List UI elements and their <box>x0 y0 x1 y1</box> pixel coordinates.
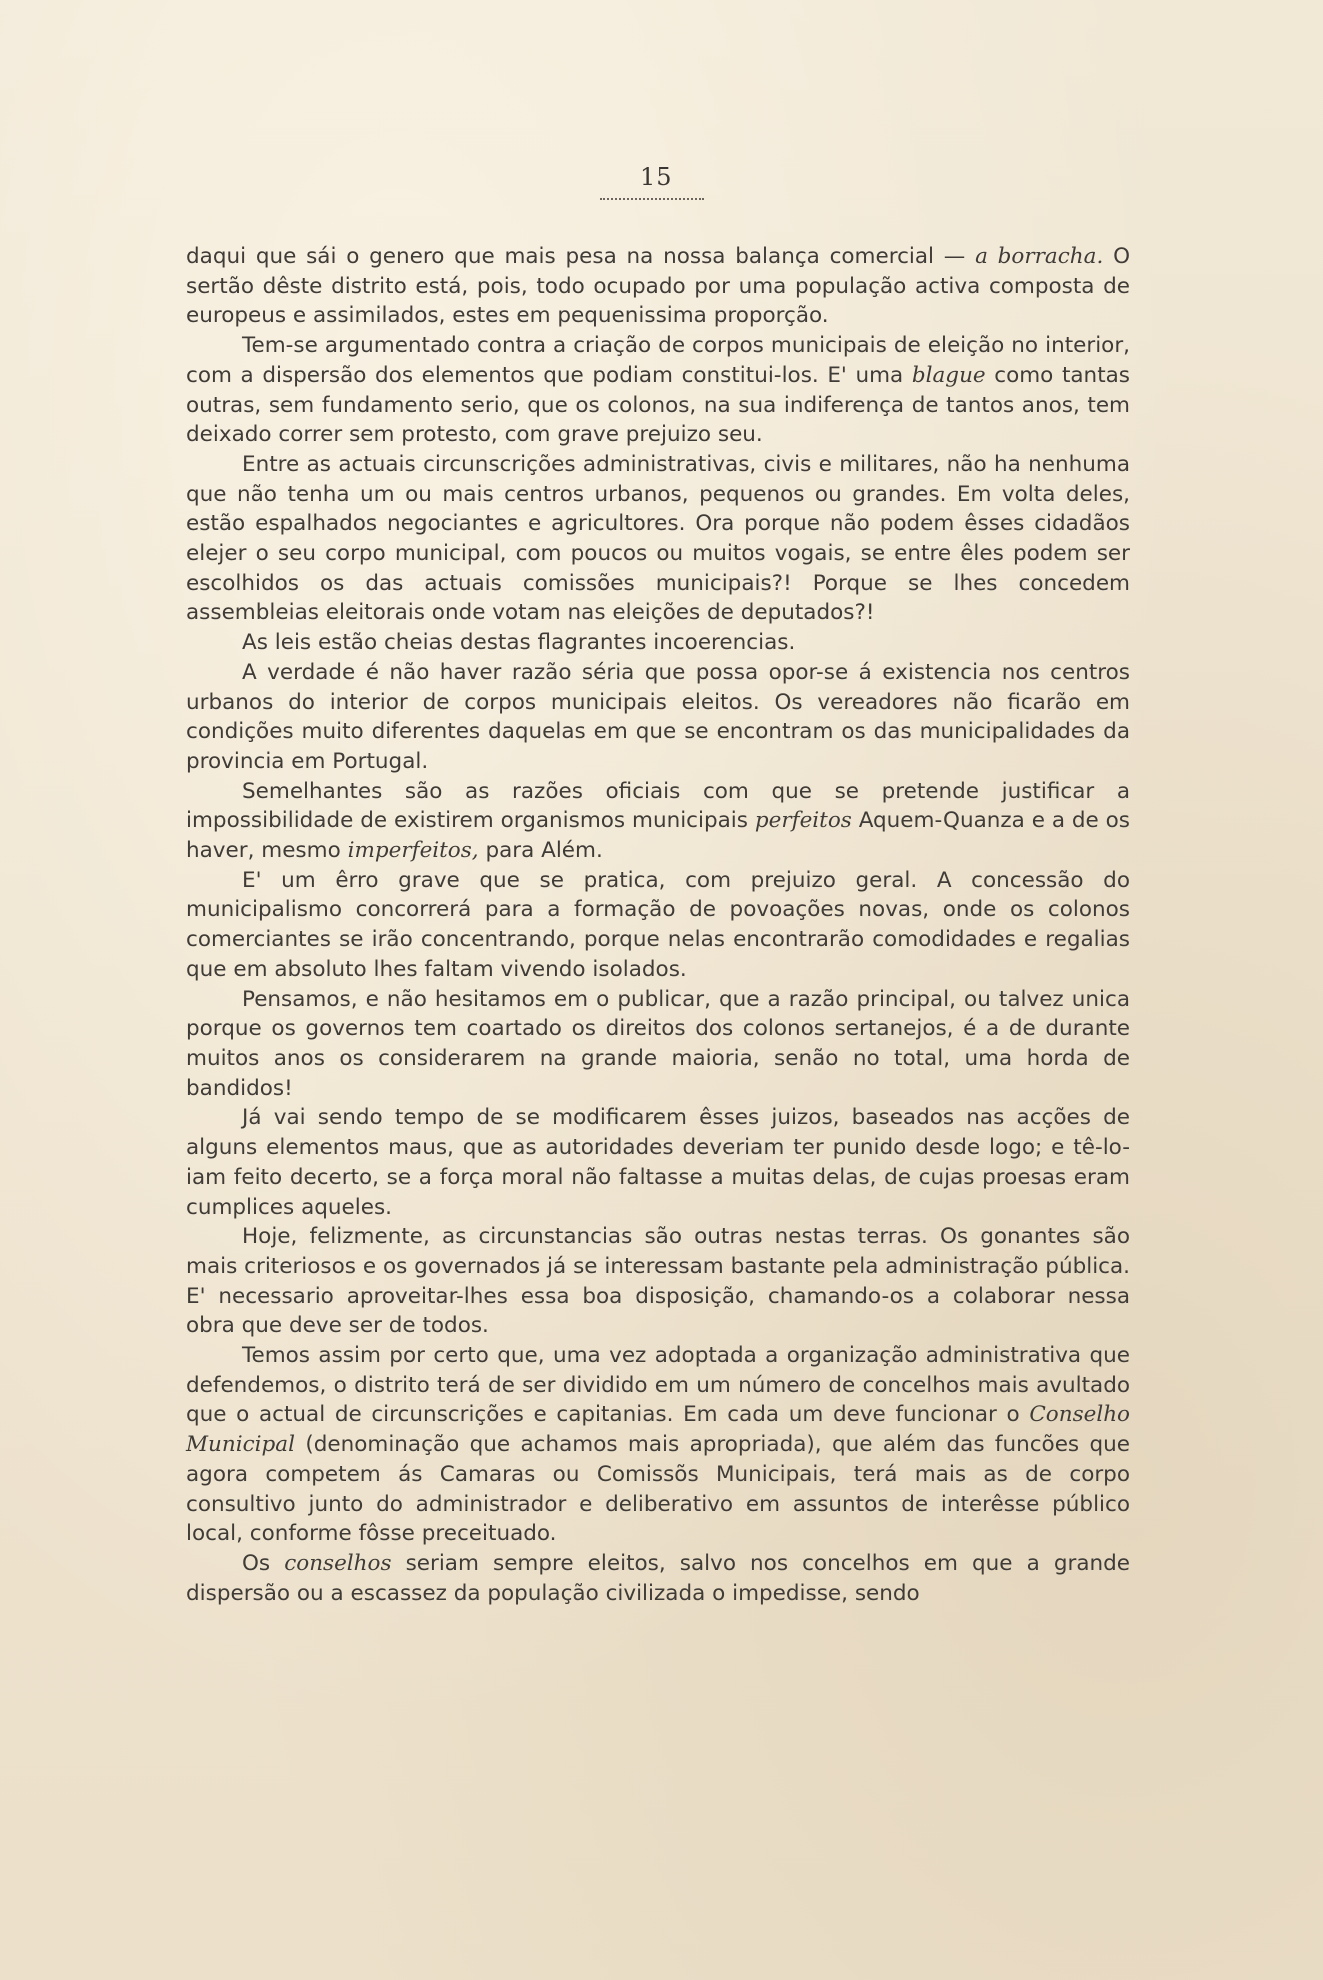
paragraph: Já vai sendo tempo de se modificarem êsses juizos, baseados nas acções de alguns elementos maus, que as autoridades deveriam ter punido desde logo; e tê-lo-iam feito decerto, se a força moral não faltasse a muitas delas, de cujas proesas eram cumplices aqueles. <box>186 1105 1130 1220</box>
paragraph: E' um êrro grave que se pratica, com prejuizo geral. A concessão do municipalismo concorrerá para a formação de povoações novas, onde os colonos comerciantes se irão concentrando, porque nelas encontrarão comodidades e regalias que em absoluto lhes faltam vivendo isolados. <box>186 867 1130 982</box>
page-number: 15 <box>640 163 673 191</box>
text-segment: daqui que sái o genero que mais pesa na nossa balança comercial — <box>186 244 976 269</box>
text-segment: Aquem-Quanza e a de os haver, mesmo <box>186 808 1130 864</box>
paragraph <box>186 242 1130 331</box>
paragraph: Hoje, felizmente, as circunstancias são outras nestas terras. Os gonantes são mais criteriosos e os governados já se interessam bastante pela administração pública. E' necessario aproveitar-lhes essa boa disposição, chamando-os a colaborar nessa obra que deve ser de todos. <box>186 1224 1130 1339</box>
italic-term: perfeitos <box>754 808 852 834</box>
paragraph: A verdade é não haver razão séria que possa opor-se á existencia nos centros urbanos do interior de corpos municipais eleitos. Os vereadores não ficarão em condições muito diferentes daquelas em que se encontram os das municipalidades da provincia em Portugal. <box>186 659 1130 774</box>
paragraph <box>186 1341 1130 1549</box>
page-number-rule <box>600 198 704 200</box>
text-segment: O sertão dêste distrito está, pois, todo ocupado por uma população activa composta de europeus e assimilados, estes em pequenissima proporção. <box>186 244 1130 329</box>
text-segment: Tem-se argumentado contra a criação de corpos municipais de eleição no interior, com a dispersão dos elementos que podiam constitui-los. E' uma <box>186 333 1130 388</box>
paragraph <box>186 331 1130 450</box>
body-text <box>186 242 1130 1608</box>
text-segment: (denominação que achamos mais apropriada), que além das funcões que agora competem ás Camaras ou Comissõs Municipais, terá mais as de corpo consultivo junto do administrador e deliberativo em assuntos de interêsse público local, conforme fôsse preceituado. <box>186 1432 1130 1547</box>
text-segment: Semelhantes são as razões oficiais com que se pretende justificar a impossibilidade de existirem organismos municipais <box>186 778 1130 834</box>
paragraph: As leis estão cheias destas flagrantes incoerencias. <box>242 630 796 656</box>
text-segment: Os <box>242 1550 285 1576</box>
italic-term: a borracha. <box>975 244 1104 269</box>
text-segment: para Além. <box>478 838 603 864</box>
text-segment: seriam sempre eleitos, salvo nos concelhos em que a grande dispersão ou a escassez da população civilizada o impedisse, sendo <box>186 1550 1130 1606</box>
italic-term: imperfeitos, <box>347 838 479 864</box>
paragraph <box>186 777 1130 866</box>
text-segment: Temos assim por certo que, uma vez adoptada a organização administrativa que defendemos, o distrito terá de ser dividido em um número de concelhos mais avultado que o actual de circunscrições e capitanias. Em cada um deve funcionar o <box>186 1343 1130 1428</box>
italic-term: blague <box>911 362 986 388</box>
paragraph <box>186 1549 1130 1608</box>
paragraph: Entre as actuais circunscrições administrativas, civis e militares, não ha nenhuma que não tenha um ou mais centros urbanos, pequenos ou grandes. Em volta deles, estão espalhados negociantes e agricultores. Ora porque não podem êsses cidadãos elejer o seu corpo municipal, com poucos ou muitos vogais, se entre êles podem ser escolhidos os das actuais comissões municipais?! Porque se lhes concedem assembleias eleitorais onde votam nas eleições de deputados?! <box>186 451 1130 626</box>
italic-term: conselhos <box>284 1550 392 1576</box>
paragraph: Pensamos, e não hesitamos em o publicar, que a razão principal, ou talvez unica porque os governos tem coartado os direitos dos colonos sertanejos, é a de durante muitos anos os considerarem na grande maioria, senão no total, uma horda de bandidos! <box>186 986 1130 1101</box>
italic-term: Conselho Municipal <box>186 1402 1130 1458</box>
text-segment: como tantas outras, sem fundamento serio, que os colonos, na sua indiferença de tantos anos, tem deixado correr sem protesto, com grave prejuizo seu. <box>186 362 1130 448</box>
